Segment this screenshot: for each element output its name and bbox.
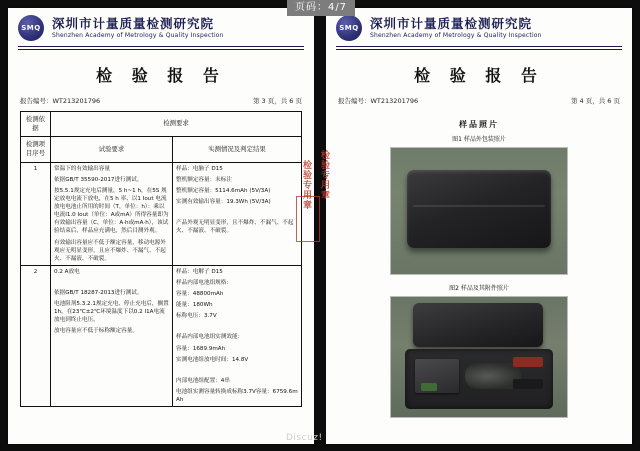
- green-accessory: [421, 383, 437, 391]
- row-index: 2: [21, 265, 51, 406]
- page-title-right: 检 验 报 告: [414, 65, 544, 85]
- page-indicator: [287, 0, 355, 16]
- sample-accessories-photo: [390, 296, 568, 418]
- photo-section-title: 样品照片: [459, 119, 499, 129]
- table-header-row-1: [21, 111, 302, 137]
- sample-package-photo: [390, 147, 568, 275]
- case-lid-image: [413, 303, 543, 347]
- th-requirement: 检测要求: [51, 111, 302, 137]
- academy-logo-icon: SMQ: [18, 15, 44, 41]
- page-indicator-label: 页码：: [294, 2, 328, 13]
- row-result: 样品：电解子 D15 样品内部电池组规格： 容量：48800mAh 能量：180Wh 标称电压：3.7V 样品内部电池组实测效能： 容量：1689.9mAh 实测电池组放电时间：14.8V 内部电池组配置：4串 电池组实测容量转换成标称3.7V容量：6759.6mAh: [173, 265, 302, 406]
- th-test-req: 试验要求: [51, 137, 173, 163]
- th-basis: 检测依据: [21, 111, 51, 137]
- black-clamp: [513, 379, 543, 389]
- inspection-stamp-right: 检验专用章: [301, 160, 311, 210]
- case-image: [407, 170, 551, 248]
- document-page-right[interactable]: [326, 8, 632, 444]
- letterhead-rule: [18, 46, 304, 50]
- case-tray-image: [405, 349, 553, 409]
- row-requirement: 0.2 A放电 依据GB/T 18287-2013进行测试。 电池阻剂5.3.2.1规定充电、停止充电后，搁置1h，在23℃±2℃环境温度下以0.2 I1A电流放电到终止电压， 放电容量应不低于标称额定容量。: [51, 265, 173, 406]
- row-index: 1: [21, 162, 51, 265]
- report-no-right: 报告编号：WT213201796: [338, 96, 419, 105]
- photo-caption-2: 图2 样品及其附件照片: [449, 284, 509, 292]
- letterhead-rule: [336, 46, 622, 50]
- row-result: 样品：电脑子 D15 整机额定容量：未标注 整机额定容量：5114.6mAh (5V/3A) 实测有效输出容量：19.3Wh (5V/3A) 产品外观无明显变形，且不爆炸、不漏气、不起火、不漏液、不破裂。: [173, 162, 302, 265]
- th-item-no: 检测项目序号: [21, 137, 51, 163]
- site-watermark: Discuz!: [286, 433, 323, 443]
- document-page-left[interactable]: [8, 8, 314, 444]
- red-clamp: [513, 357, 543, 367]
- page-info-left: 第 3 页，共 6 页: [252, 96, 302, 105]
- inspection-stamp-left: 检验专用章: [319, 150, 329, 200]
- letterhead-right: [326, 8, 632, 45]
- org-name-en: Shenzhen Academy of Metrology & Quality Inspection: [370, 31, 542, 39]
- table-row: [21, 162, 302, 265]
- letterhead-left: [8, 8, 314, 45]
- page-indicator-value: 4/7: [327, 2, 348, 13]
- page-info-right: 第 4 页，共 6 页: [570, 96, 620, 105]
- org-name-cn: 深圳市计量质量检测研究院: [370, 15, 533, 31]
- academy-logo-icon: SMQ: [336, 15, 362, 41]
- photo-caption-1: 图1 样品外包装照片: [452, 135, 506, 143]
- org-name-cn: 深圳市计量质量检测研究院: [52, 15, 215, 31]
- row-requirement: 常温下的有效输出容量 依据GB/T 35590-2017进行测试。 按5.5.1规定充电后测量，5 h~1 h，在5S 规定放电电流下放电，在5 h 率、以1 Iout 电流放电电池止所用的时间（T，单位：h）：乘以电流I1.0 Iout（单位：A或mA）所得容量即为有效输出容量（C，单位：A·h或mA·h），该试验结束后，样品应充满电，然后目测外观。 有效输出容量应不低于额定容量，移动电源外观应无明显变形，且应不爆炸、不漏气、不起火、不漏液、不破裂。: [51, 162, 173, 265]
- meta-row-right: [326, 96, 632, 105]
- table-header-row-2: [21, 137, 302, 163]
- page-title-left: 检 验 报 告: [96, 65, 226, 85]
- meta-row-left: [8, 96, 314, 105]
- table-row: [21, 265, 302, 406]
- org-name-en: Shenzhen Academy of Metrology & Quality Inspection: [52, 31, 224, 39]
- th-result: 实测情况及判定结果: [173, 137, 302, 163]
- report-no-left: 报告编号：WT213201796: [20, 96, 101, 105]
- inspection-table: [20, 111, 302, 408]
